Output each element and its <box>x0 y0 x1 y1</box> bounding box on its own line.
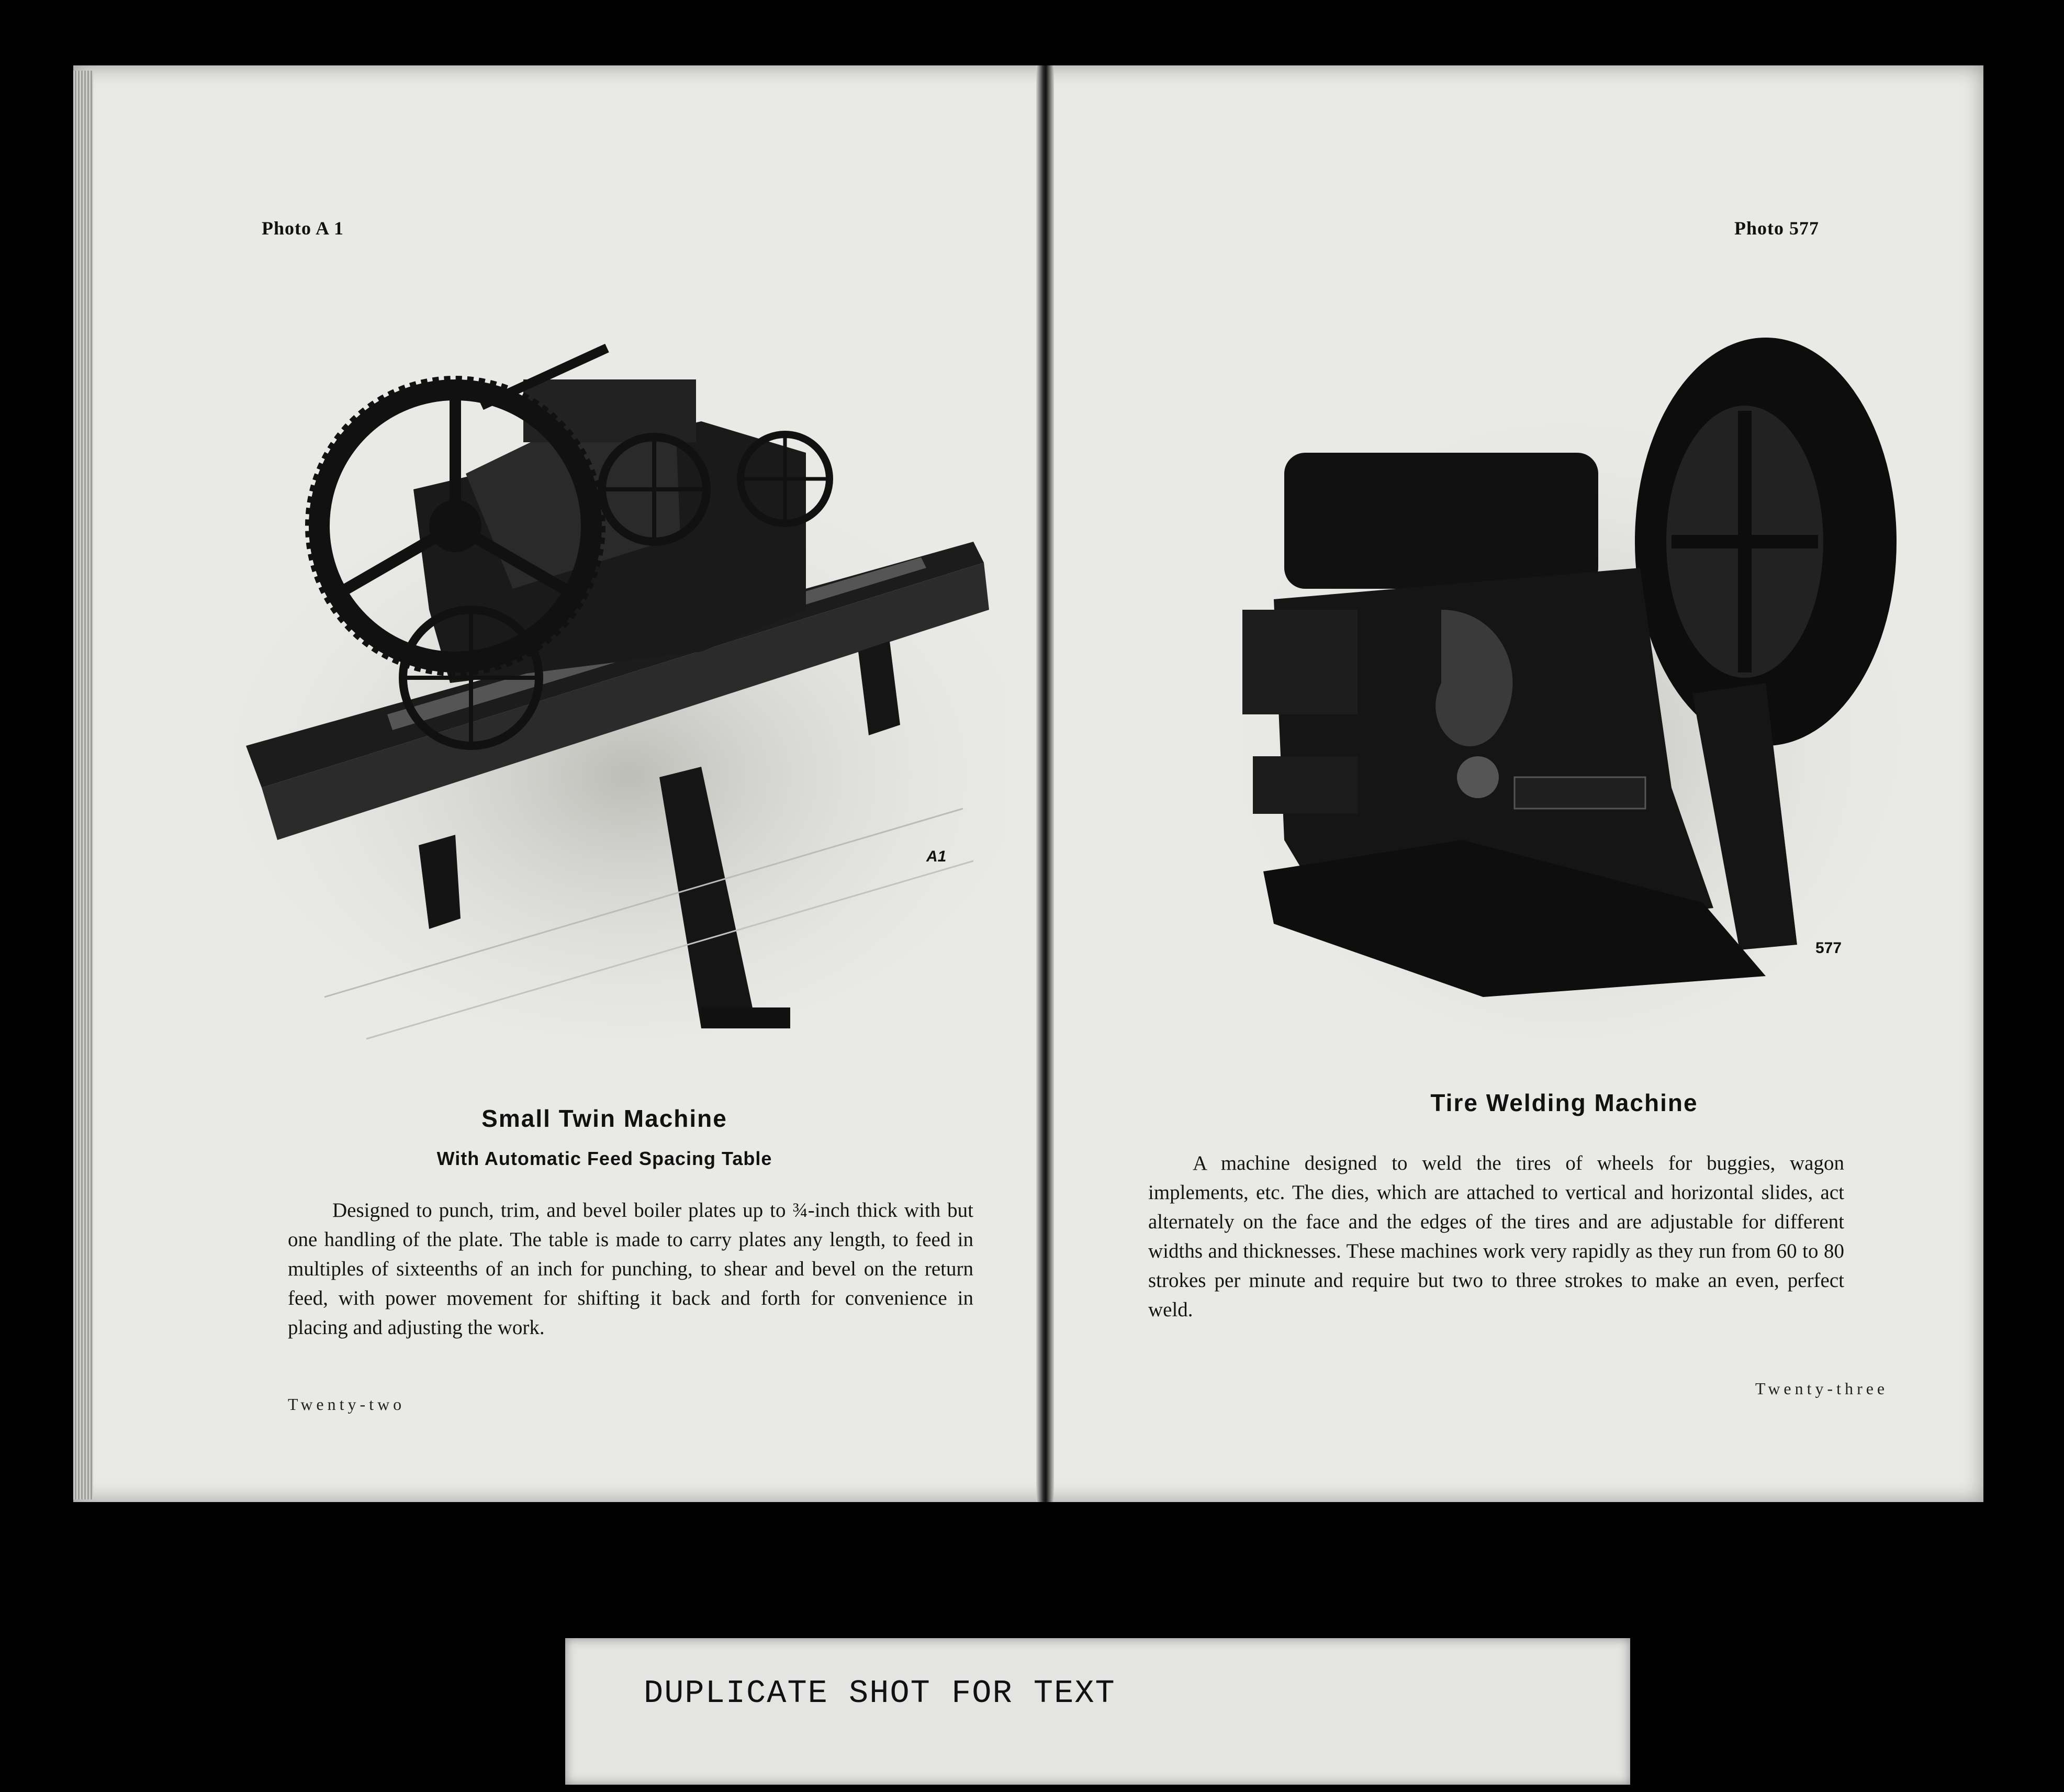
duplicate-shot-text: DUPLICATE SHOT FOR TEXT <box>644 1675 1116 1712</box>
page-number-right: Twenty-three <box>1755 1379 1889 1398</box>
page-edges <box>73 71 93 1499</box>
title-right: Tire Welding Machine <box>1430 1089 1698 1116</box>
small-twin-machine-illustration <box>230 317 1005 1096</box>
subtitle-left: With Automatic Feed Spacing Table <box>436 1148 772 1169</box>
page-number-left: Twenty-two <box>288 1395 406 1414</box>
book-spine <box>1036 65 1054 1502</box>
tire-welding-machine-illustration <box>1242 317 1902 1070</box>
right-page <box>1054 65 1983 1502</box>
duplicate-shot-label <box>565 1638 1630 1785</box>
plate-code-left: A1 <box>926 848 947 865</box>
title-left: Small Twin Machine <box>481 1105 727 1132</box>
body-text-right: A machine designed to weld the tires of wheels for buggies, wagon implements, etc. The dies, which are attached to vertical and horizontal slides, act alternately on the face and the edges of the tires and are adjustable for different widths and thicknesses. These machines work very rapidly as they run from 60 to 80 strokes per minute and require but two to three strokes to make an even, perfect weld. <box>1148 1152 1844 1321</box>
left-page <box>94 65 1036 1502</box>
photo-label-right: Photo 577 <box>1734 218 1819 239</box>
plate-code-right: 577 <box>1815 939 1842 957</box>
book-spread <box>73 65 1983 1502</box>
body-text-left: Designed to punch, trim, and bevel boiler plates up to ¾-inch thick with but one handling of the plate. The table is made to carry plates any length, to feed in multiples of sixteenths of an inch for punching, to shear and bevel on the return feed, with power movement for shifting it back and forth for convenience in placing and adjusting the work. <box>288 1199 973 1339</box>
photo-label-left: Photo A 1 <box>262 218 344 239</box>
